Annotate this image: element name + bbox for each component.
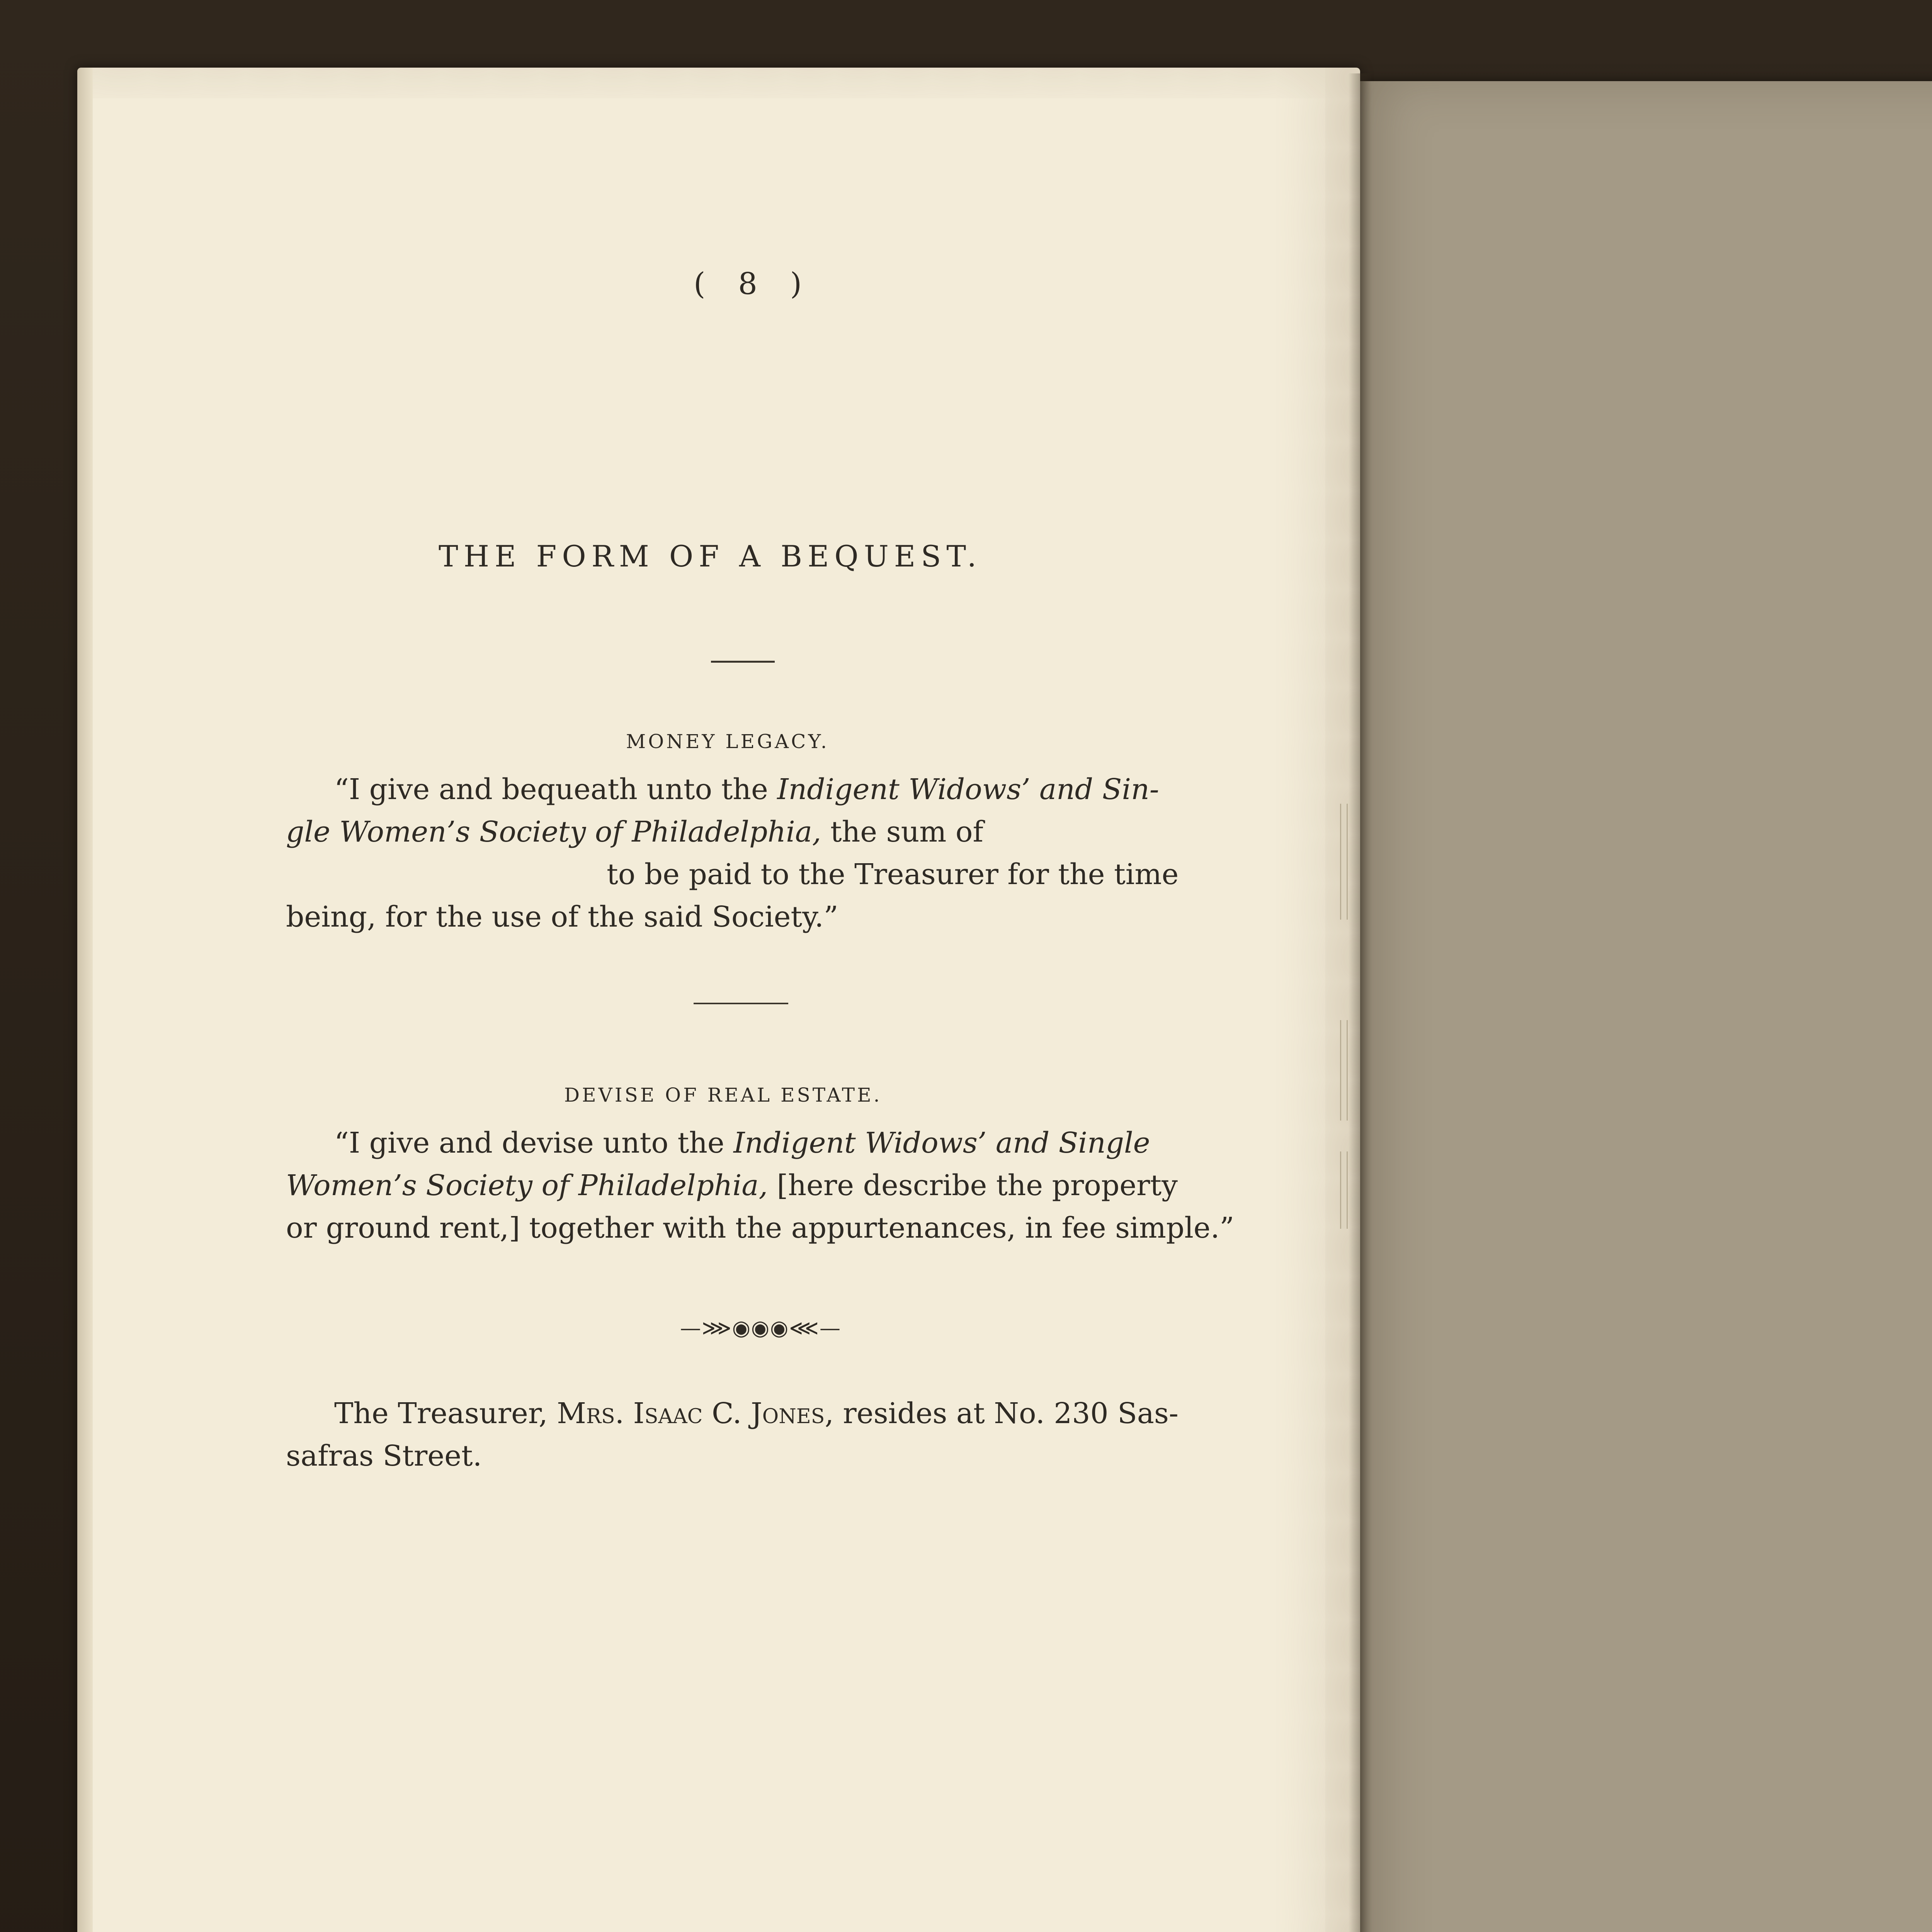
real-estate-line-1 <box>334 1126 1150 1160</box>
treasurer-name: Mrs. Isaac C. Jones, <box>557 1397 834 1430</box>
money-legacy-line-2-italic: gle Women’s Society of Philadelphia, <box>286 815 821 849</box>
treasurer-line-1 <box>334 1397 1179 1430</box>
left-page-edge <box>77 68 93 1932</box>
real-estate-line-2-text: [here describe the property <box>777 1169 1178 1202</box>
page-number: ( 8 ) <box>694 267 814 301</box>
real-estate-heading: DEVISE OF REAL ESTATE. <box>564 1084 882 1106</box>
treasurer-address: resides at No. 230 Sas- <box>843 1397 1179 1430</box>
money-legacy-line-3: to be paid to the Treasurer for the time <box>607 858 1179 891</box>
ornament-divider: —⋙◉◉◉⋘— <box>680 1316 841 1340</box>
money-legacy-line-1-italic: Indigent Widows’ and Sin- <box>777 773 1159 806</box>
treasurer-line-2: safras Street. <box>286 1439 482 1473</box>
money-legacy-line-2-text: the sum of <box>830 815 983 849</box>
page-title: THE FORM OF A BEQUEST. <box>439 539 982 573</box>
money-legacy-line-4: being, for the use of the said Society.” <box>286 900 838 934</box>
real-estate-line-2 <box>286 1169 1178 1202</box>
real-estate-line-3: or ground rent,] together with the appurtenances, in fee simple.” <box>286 1211 1235 1245</box>
real-estate-line-1-text: “I give and devise unto the <box>334 1126 724 1160</box>
section-rule <box>694 1003 788 1004</box>
money-legacy-line-2 <box>286 815 983 849</box>
binding-stitch-middle <box>1340 1020 1348 1121</box>
book-gutter <box>1349 73 1372 1932</box>
right-blank-page <box>1360 81 1932 1932</box>
binding-stitch-bottom <box>1340 1151 1348 1229</box>
real-estate-line-2-italic: Women’s Society of Philadelphia, <box>286 1169 768 1202</box>
treasurer-line-1-text: The Treasurer, <box>334 1397 548 1430</box>
real-estate-line-1-italic: Indigent Widows’ and Single <box>733 1126 1150 1160</box>
money-legacy-line-1-text: “I give and bequeath unto the <box>334 773 768 806</box>
title-rule <box>711 661 775 663</box>
money-legacy-heading: MONEY LEGACY. <box>626 730 829 753</box>
left-page <box>77 68 1360 1932</box>
money-legacy-line-1 <box>334 773 1159 806</box>
binding-stitch-top <box>1340 804 1348 920</box>
